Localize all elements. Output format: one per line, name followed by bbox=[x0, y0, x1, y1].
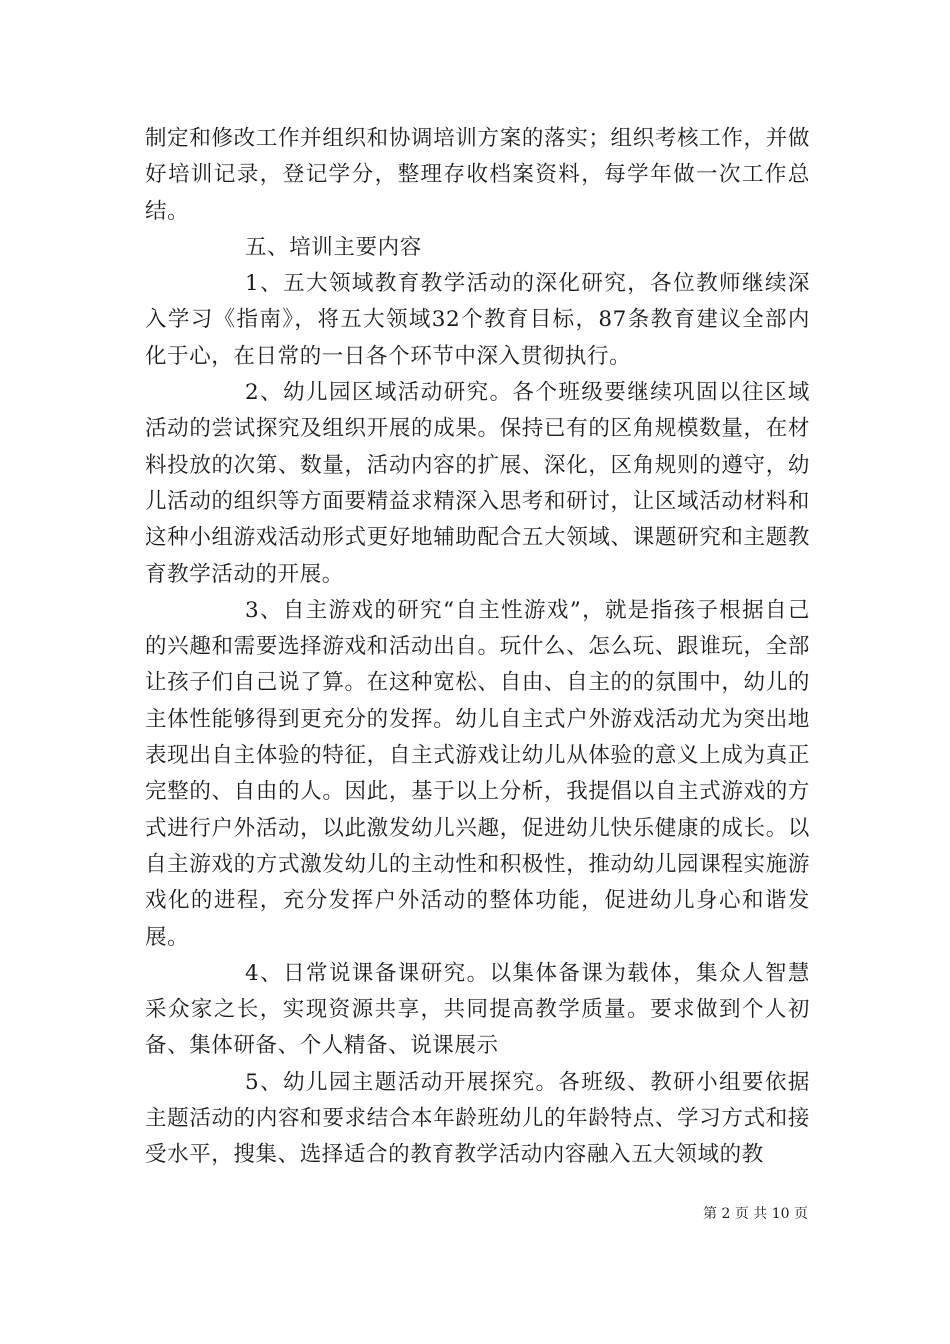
page-number-footer: 第 2 页 共 10 页 bbox=[703, 1206, 808, 1222]
document-body bbox=[145, 121, 810, 1174]
paragraph-item-3: 3、自主游戏的研究“自主性游戏”，就是指孩子根据自己的兴趣和需要选择游戏和活动出自。玩什么、怎么玩、跟谁玩，全部让孩子们自己说了算。在这种宽松、自由、自主的的氛围中，幼儿的主体性能够得到更充分的发挥。幼儿自主式户外游戏活动尤为突出地表现出自主体验的特征，自主式游戏让幼儿从体验的意义上成为真正完整的、自由的人。因此，基于以上分析，我提倡以自主式游戏的方式进行户外活动，以此激发幼儿兴趣，促进幼儿快乐健康的成长。以自主游戏的方式激发幼儿的主动性和积极性，推动幼儿园课程实施游戏化的进程，充分发挥户外活动的整体功能，促进幼儿身心和谐发展。 bbox=[145, 597, 810, 950]
paragraph-item-5: 5、幼儿园主题活动开展探究。各班级、教研小组要依据主题活动的内容和要求结合本年龄班幼儿的年龄特点、学习方式和接受水平，搜集、选择适合的教育教学活动内容融入五大领域的教 bbox=[145, 1069, 810, 1168]
paragraph-item-1: 1、五大领域教育教学活动的深化研究，各位教师继续深入学习《指南》，将五大领域32个教育目标，87条教育建议全部内化于心，在日常的一日各个环节中深入贯彻执行。 bbox=[145, 271, 810, 369]
paragraph-item-4: 4、日常说课备课研究。以集体备课为载体，集众人智慧采众家之长，实现资源共享，共同提高教学质量。要求做到个人初备、集体研备、个人精备、说课展示 bbox=[145, 960, 810, 1059]
paragraph-continuation: 制定和修改工作并组织和协调培训方案的落实；组织考核工作，并做好培训记录，登记学分，整理存收档案资料，每学年做一次工作总结。 bbox=[145, 126, 810, 224]
paragraph-item-2: 2、幼儿园区域活动研究。各个班级要继续巩固以往区域活动的尝试探究及组织开展的成果。保持已有的区角规模数量，在材料投放的次第、数量，活动内容的扩展、深化，区角规则的遵守，幼儿活动的组织等方面要精益求精深入思考和研讨，让区域活动材料和这种小组游戏活动形式更好地辅助配合五大领域、课题研究和主题教育教学活动的开展。 bbox=[145, 380, 810, 587]
section-heading-training-content: 五、培训主要内容 bbox=[245, 234, 422, 260]
